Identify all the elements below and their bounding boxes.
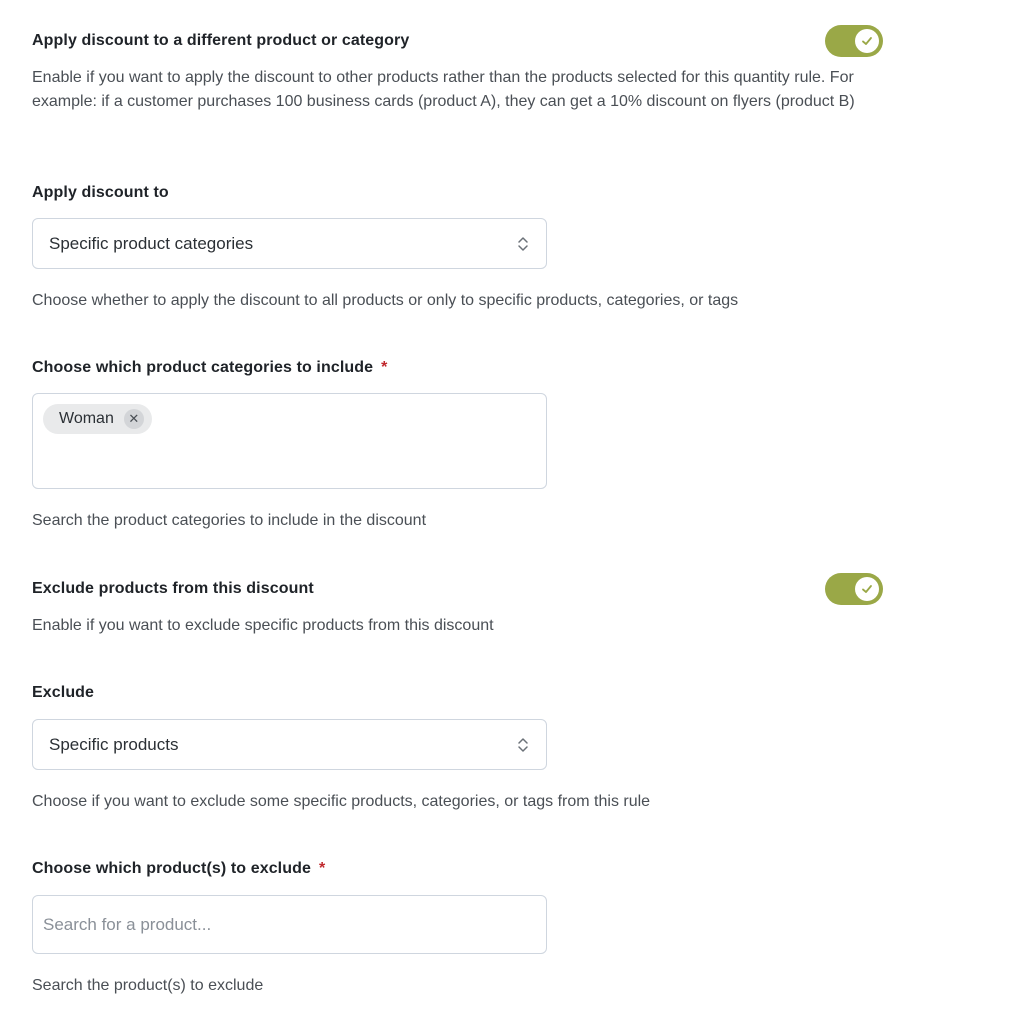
required-marker: * [381,359,388,376]
exclude-toggle-label: Exclude products from this discount [32,580,314,597]
check-icon [855,577,879,601]
exclude-select[interactable] [32,719,547,770]
apply-to-select[interactable] [32,218,547,269]
include-categories-label [32,359,387,377]
close-icon[interactable]: ✕ [124,409,144,429]
apply-different-description: Enable if you want to apply the discount to other products rather than the products selected for this quantity rule. For example: if a customer purchases 100 business cards (product A), they can get a 10% discount on flyers (product B) [32,69,855,110]
category-chip-label: Woman [59,410,114,427]
exclude-help: Choose if you want to exclude some specific products, categories, or tags from this rule [32,793,651,810]
exclude-selected-value: Specific products [49,734,179,754]
apply-different-label: Apply discount to a different product or category [32,32,410,49]
exclude-label: Exclude [32,684,95,701]
apply-different-toggle[interactable] [825,25,883,57]
exclude-products-help: Search the product(s) to exclude [32,977,264,994]
required-marker: * [318,860,326,877]
chevron-up-down-icon [516,735,530,755]
include-categories-help: Search the product categories to include in the discount [32,512,427,529]
exclude-products-label [32,860,325,878]
apply-to-help: Choose whether to apply the discount to all products or only to specific products, categories, or tags [32,292,739,309]
include-categories-label-text: Choose which product categories to include [32,359,374,376]
chevron-up-down-icon [516,234,530,254]
exclude-products-label-text: Choose which product(s) to exclude [32,860,311,877]
exclude-toggle[interactable] [825,573,883,605]
category-chip [43,404,152,434]
apply-to-selected-value: Specific product categories [49,233,254,253]
apply-to-label: Apply discount to [32,184,169,201]
exclude-toggle-description: Enable if you want to exclude specific products from this discount [32,617,494,634]
include-categories-field[interactable] [32,393,547,489]
check-icon [855,29,879,53]
exclude-products-search-input[interactable] [32,895,547,954]
